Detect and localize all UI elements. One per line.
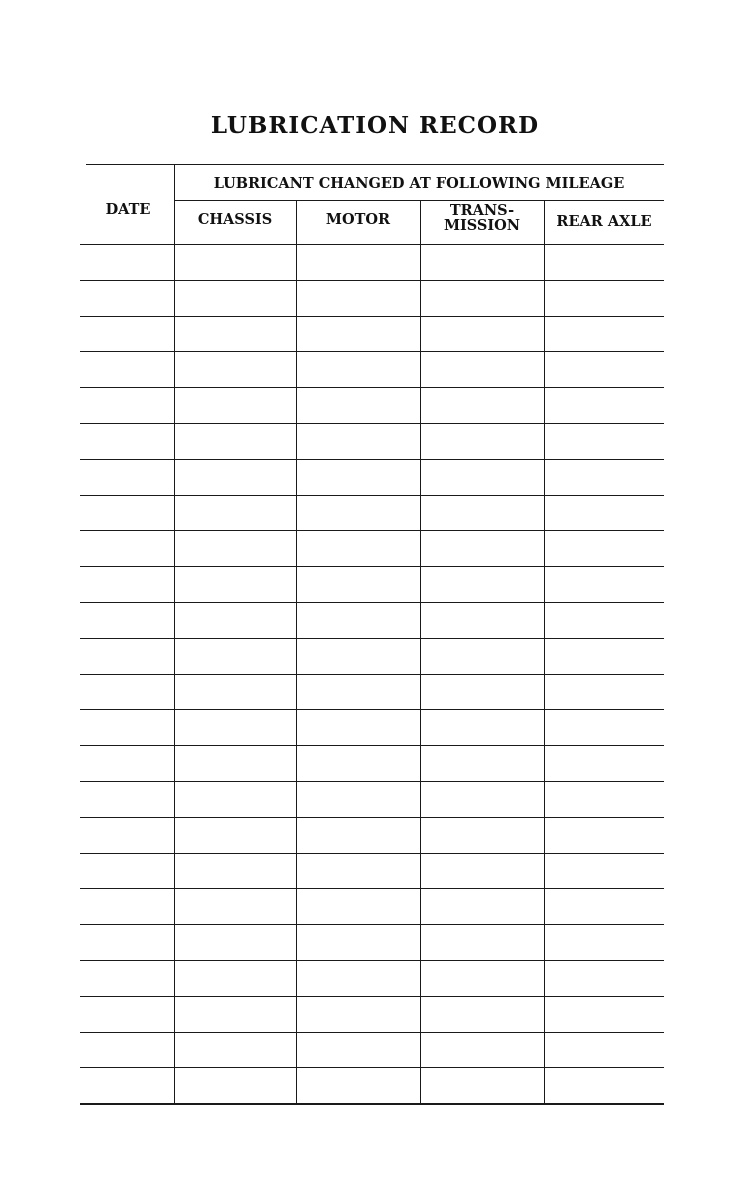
mileage-cell — [174, 461, 296, 494]
mileage-cell — [544, 962, 664, 995]
mileage-cell — [420, 640, 544, 673]
mileage-cell — [420, 926, 544, 959]
date-cell — [80, 998, 174, 1031]
mileage-cell — [544, 497, 664, 530]
mileage-cell — [420, 604, 544, 637]
date-cell — [80, 246, 174, 279]
mileage-cell — [544, 461, 664, 494]
mileage-cell — [544, 246, 664, 279]
mileage-cell — [544, 389, 664, 422]
mileage-cell — [544, 425, 664, 458]
date-cell — [80, 389, 174, 422]
mileage-cell — [544, 855, 664, 888]
mileage-cell — [420, 246, 544, 279]
mileage-cell — [296, 532, 420, 565]
mileage-cell — [544, 998, 664, 1031]
column-header-rear-axle: REAR AXLE — [556, 213, 652, 230]
date-cell — [80, 676, 174, 709]
row-rule — [80, 387, 664, 388]
row-rule — [80, 1067, 664, 1068]
mileage-cell — [174, 747, 296, 780]
lubrication-table — [78, 160, 662, 1106]
mileage-cell — [420, 425, 544, 458]
mileage-cell — [174, 389, 296, 422]
group-header: LUBRICANT CHANGED AT FOLLOWING MILEAGE — [213, 175, 625, 192]
mileage-cell — [174, 282, 296, 315]
mileage-cell — [544, 1034, 664, 1067]
date-cell — [80, 604, 174, 637]
row-rule — [80, 351, 664, 352]
mileage-cell — [296, 246, 420, 279]
mileage-cell — [296, 819, 420, 852]
mileage-cell — [420, 783, 544, 816]
mileage-cell — [544, 747, 664, 780]
mileage-cell — [544, 711, 664, 744]
row-rule — [80, 530, 664, 531]
mileage-cell — [420, 353, 544, 386]
mileage-cell — [420, 568, 544, 601]
mileage-cell — [174, 819, 296, 852]
mileage-cell — [420, 532, 544, 565]
row-rule — [80, 602, 664, 603]
mileage-cell — [420, 1069, 544, 1102]
date-cell — [80, 640, 174, 673]
mileage-cell — [296, 962, 420, 995]
mileage-cell — [296, 926, 420, 959]
mileage-cell — [174, 855, 296, 888]
mileage-cell — [174, 711, 296, 744]
date-cell — [80, 1069, 174, 1102]
mileage-cell — [544, 532, 664, 565]
date-cell — [80, 353, 174, 386]
mileage-cell — [296, 640, 420, 673]
mileage-cell — [296, 998, 420, 1031]
date-cell — [80, 1034, 174, 1067]
mileage-cell — [544, 640, 664, 673]
mileage-cell — [296, 1034, 420, 1067]
mileage-cell — [420, 855, 544, 888]
row-rule — [80, 674, 664, 675]
mileage-cell — [296, 1069, 420, 1102]
mileage-cell — [420, 747, 544, 780]
mileage-cell — [544, 819, 664, 852]
mileage-cell — [174, 1034, 296, 1067]
mileage-cell — [174, 783, 296, 816]
mileage-cell — [296, 318, 420, 351]
date-header: DATE — [105, 201, 151, 218]
date-cell — [80, 890, 174, 923]
mileage-cell — [420, 998, 544, 1031]
mileage-cell — [296, 497, 420, 530]
date-cell — [80, 855, 174, 888]
mileage-cell — [296, 425, 420, 458]
mileage-cell — [296, 353, 420, 386]
mileage-cell — [296, 604, 420, 637]
mileage-cell — [174, 676, 296, 709]
mileage-cell — [296, 461, 420, 494]
mileage-cell — [174, 497, 296, 530]
mileage-cell — [174, 640, 296, 673]
mileage-cell — [420, 1034, 544, 1067]
row-rule — [80, 888, 664, 889]
row-rule — [80, 638, 664, 639]
mileage-cell — [296, 747, 420, 780]
mileage-cell — [544, 604, 664, 637]
mileage-cell — [174, 318, 296, 351]
mileage-cell — [544, 890, 664, 923]
mileage-cell — [544, 926, 664, 959]
mileage-cell — [544, 1069, 664, 1102]
mileage-cell — [296, 282, 420, 315]
mileage-cell — [544, 783, 664, 816]
row-rule — [80, 1032, 664, 1033]
row-rule — [80, 924, 664, 925]
row-rule — [80, 495, 664, 496]
date-cell — [80, 926, 174, 959]
mileage-cell — [544, 676, 664, 709]
mileage-cell — [420, 711, 544, 744]
mileage-cell — [296, 676, 420, 709]
mileage-cell — [420, 497, 544, 530]
mileage-cell — [296, 890, 420, 923]
table-top-border — [86, 164, 664, 165]
group-header-underline — [174, 200, 664, 201]
table-bottom-border — [80, 1103, 664, 1105]
mileage-cell — [174, 890, 296, 923]
mileage-cell — [296, 783, 420, 816]
mileage-cell — [420, 676, 544, 709]
date-cell — [80, 962, 174, 995]
date-cell — [80, 497, 174, 530]
row-rule — [80, 423, 664, 424]
mileage-cell — [174, 926, 296, 959]
mileage-cell — [174, 353, 296, 386]
mileage-cell — [174, 568, 296, 601]
mileage-cell — [420, 819, 544, 852]
mileage-cell — [420, 282, 544, 315]
mileage-cell — [420, 962, 544, 995]
mileage-cell — [420, 461, 544, 494]
mileage-cell — [174, 1069, 296, 1102]
mileage-cell — [296, 855, 420, 888]
mileage-cell — [296, 711, 420, 744]
mileage-cell — [296, 568, 420, 601]
mileage-cell — [174, 604, 296, 637]
row-rule — [80, 781, 664, 782]
column-header-transmission: TRANS- MISSION — [443, 202, 521, 234]
mileage-cell — [544, 282, 664, 315]
row-rule — [80, 817, 664, 818]
row-rule — [80, 280, 664, 281]
row-rule — [80, 566, 664, 567]
mileage-cell — [296, 389, 420, 422]
row-rule — [80, 316, 664, 317]
date-cell — [80, 747, 174, 780]
date-cell — [80, 532, 174, 565]
mileage-cell — [420, 890, 544, 923]
mileage-cell — [544, 318, 664, 351]
date-cell — [80, 282, 174, 315]
column-header-motor: MOTOR — [325, 211, 391, 228]
date-cell — [80, 318, 174, 351]
mileage-cell — [544, 568, 664, 601]
date-cell — [80, 711, 174, 744]
page-title: LUBRICATION RECORD — [210, 112, 540, 139]
row-rule — [80, 709, 664, 710]
row-rule — [80, 960, 664, 961]
mileage-cell — [174, 532, 296, 565]
mileage-cell — [174, 962, 296, 995]
date-cell — [80, 568, 174, 601]
mileage-cell — [544, 353, 664, 386]
date-cell — [80, 461, 174, 494]
date-cell — [80, 783, 174, 816]
mileage-cell — [420, 389, 544, 422]
column-header-chassis: CHASSIS — [197, 211, 273, 228]
row-rule — [80, 244, 664, 245]
mileage-cell — [174, 246, 296, 279]
date-cell — [80, 819, 174, 852]
row-rule — [80, 996, 664, 997]
mileage-cell — [174, 998, 296, 1031]
date-cell — [80, 425, 174, 458]
row-rule — [80, 459, 664, 460]
mileage-cell — [420, 318, 544, 351]
row-rule — [80, 745, 664, 746]
row-rule — [80, 853, 664, 854]
mileage-cell — [174, 425, 296, 458]
